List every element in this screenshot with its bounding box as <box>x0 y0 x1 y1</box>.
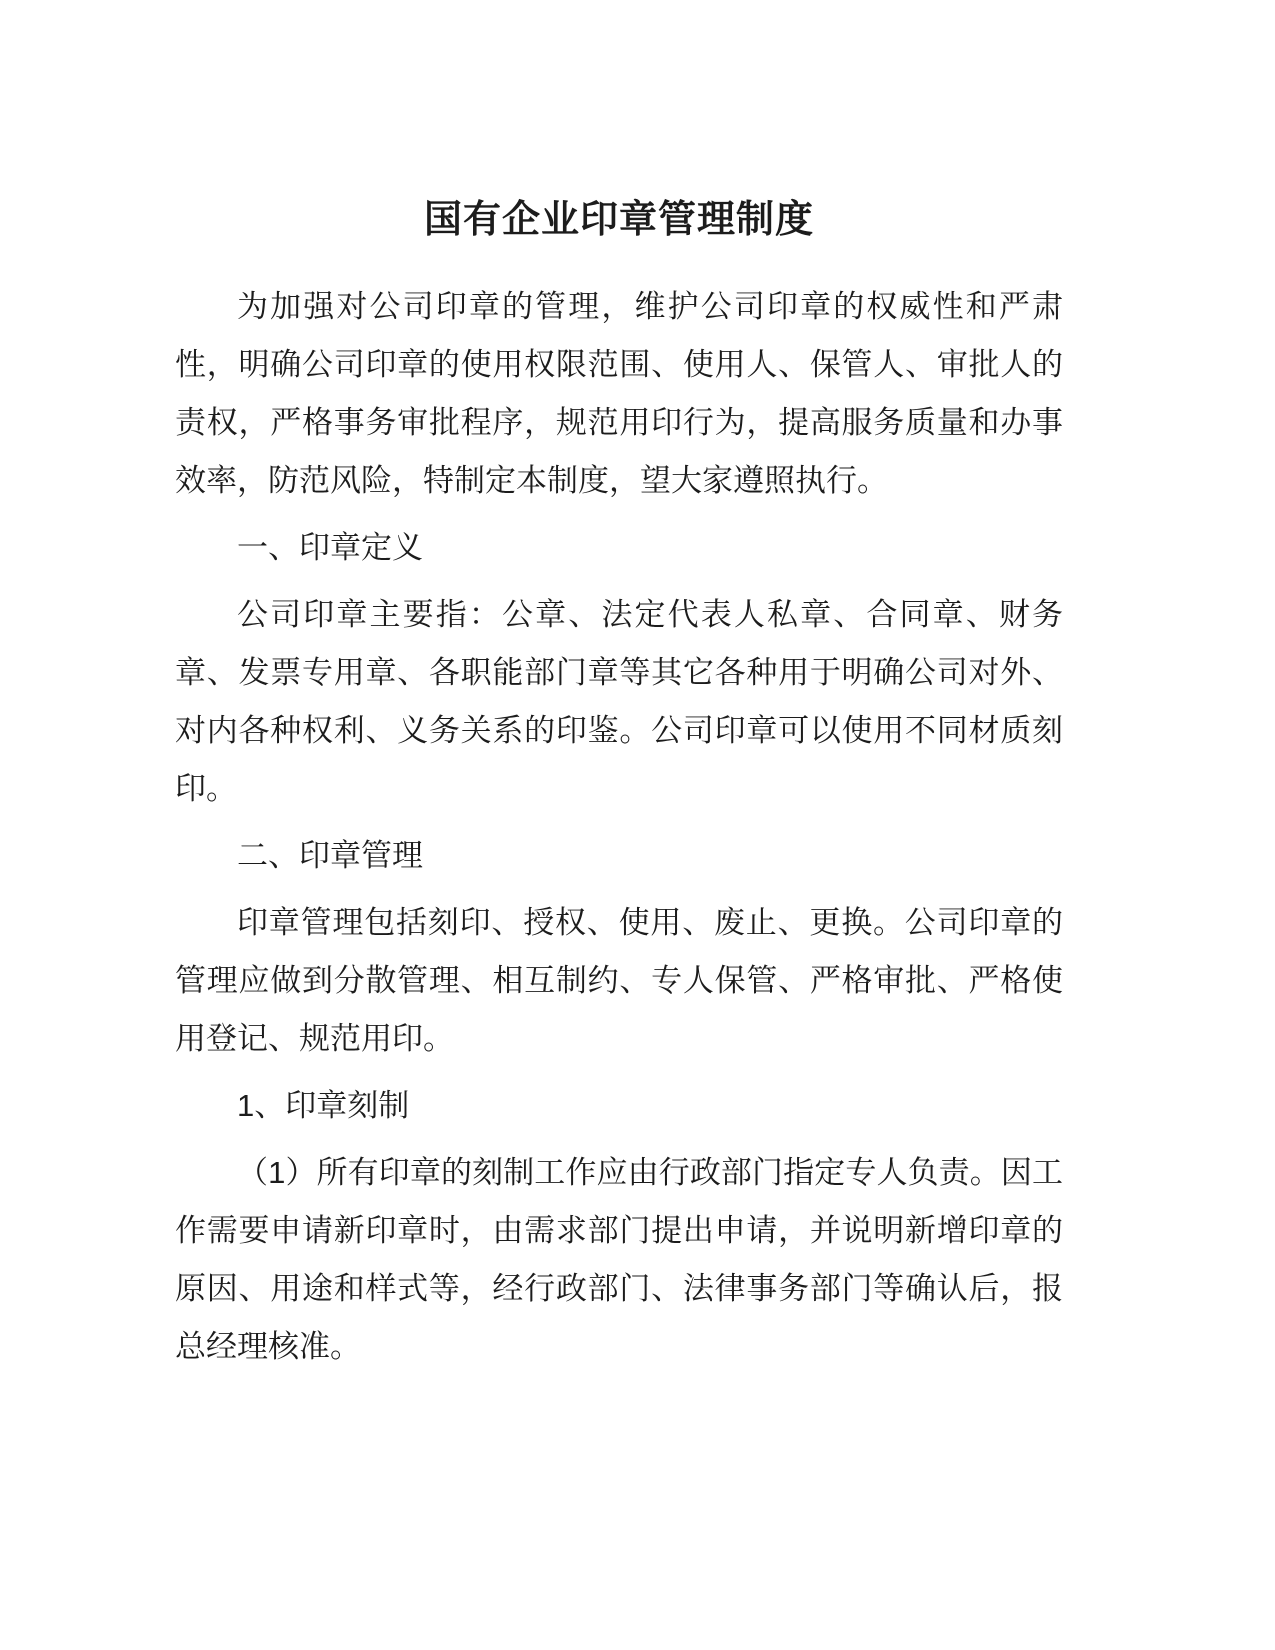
document-title: 国有企业印章管理制度 <box>423 199 814 241</box>
paragraph-seal-management: 印章管理包括刻印、授权、使用、废止、更换。公司印章的管理应做到分散管理、相互制约、专人保管、严格审批、严格使用登记、规范用印。 <box>175 904 1063 1056</box>
section-heading-1: 一、印章定义 <box>237 529 423 565</box>
paragraph-seal-engraving-rule-1: （1）所有印章的刻制工作应由行政部门指定专人负责。因工作需要申请新印章时，由需求部门提出申请，并说明新增印章的原因、用途和样式等，经行政部门、法律事务部门等确认后，报总经理核准。 <box>175 1154 1063 1364</box>
section-heading-2: 二、印章管理 <box>237 837 423 873</box>
paragraph-intro: 为加强对公司印章的管理，维护公司印章的权威性和严肃性，明确公司印章的使用权限范围、使用人、保管人、审批人的责权，严格事务审批程序，规范用印行为，提高服务质量和办事效率，防范风险，特制定本制度，望大家遵照执行。 <box>175 288 1063 498</box>
paragraph-seal-definition: 公司印章主要指：公章、法定代表人私章、合同章、财务章、发票专用章、各职能部门章等其它各种用于明确公司对外、对内各种权利、义务关系的印鉴。公司印章可以使用不同材质刻印。 <box>175 596 1063 806</box>
subsection-heading-seal-engraving: 1、印章刻制 <box>237 1087 410 1123</box>
